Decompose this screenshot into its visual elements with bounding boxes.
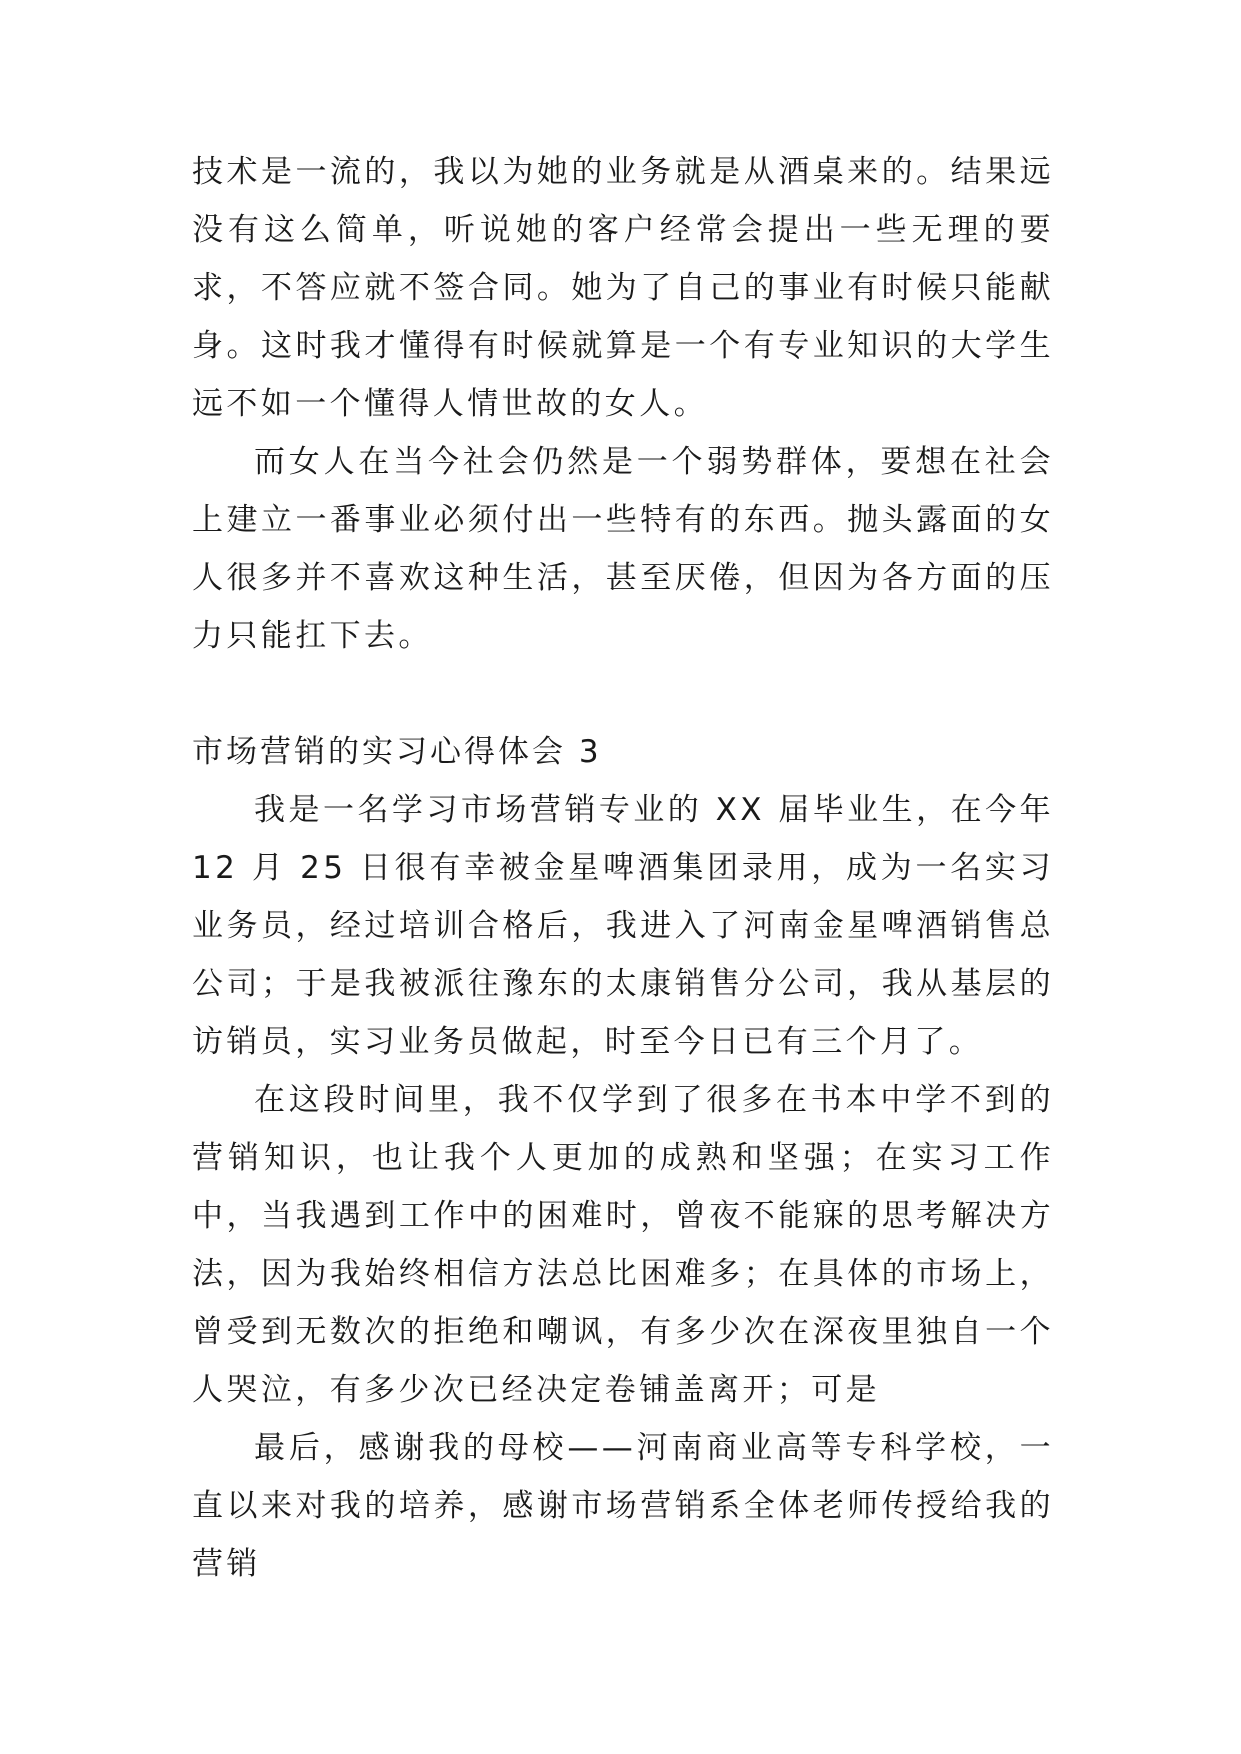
paragraph: 而女人在当今社会仍然是一个弱势群体，要想在社会上建立一番事业必须付出一些特有的东西。抛头露面的女人很多并不喜欢这种生活，甚至厌倦，但因为各方面的压力只能扛下去。 <box>192 444 1054 654</box>
section-title: 市场营销的实习心得体会 3 <box>192 734 602 770</box>
paragraph: 在这段时间里，我不仅学到了很多在书本中学不到的营销知识，也让我个人更加的成熟和坚强；在实习工作中，当我遇到工作中的困难时，曾夜不能寐的思考解决方法，因为我始终相信方法总比困难多；在具体的市场上，曾受到无数次的拒绝和嘲讽，有多少次在深夜里独自一个人哭泣，有多少次已经决定卷铺盖离开；可是 <box>192 1082 1054 1408</box>
section-spacer <box>192 665 1054 723</box>
paragraph: 最后，感谢我的母校——河南商业高等专科学校，一直以来对我的培养，感谢市场营销系全体老师传授给我的营销 <box>192 1430 1054 1582</box>
paragraph: 我是一名学习市场营销专业的 XX 届毕业生，在今年 12 月 25 日很有幸被金星啤酒集团录用，成为一名实习业务员，经过培训合格后，我进入了河南金星啤酒销售总公司；于是我被派往豫东的太康销售分公司，我从基层的访销员，实习业务员做起，时至今日已有三个月了。 <box>192 792 1054 1060</box>
document-body <box>192 143 1054 1593</box>
paragraph-continued: 技术是一流的，我以为她的业务就是从酒桌来的。结果远没有这么简单，听说她的客户经常会提出一些无理的要求，不答应就不签合同。她为了自己的事业有时候只能献身。这时我才懂得有时候就算是一个有专业知识的大学生远不如一个懂得人情世故的女人。 <box>192 154 1054 422</box>
